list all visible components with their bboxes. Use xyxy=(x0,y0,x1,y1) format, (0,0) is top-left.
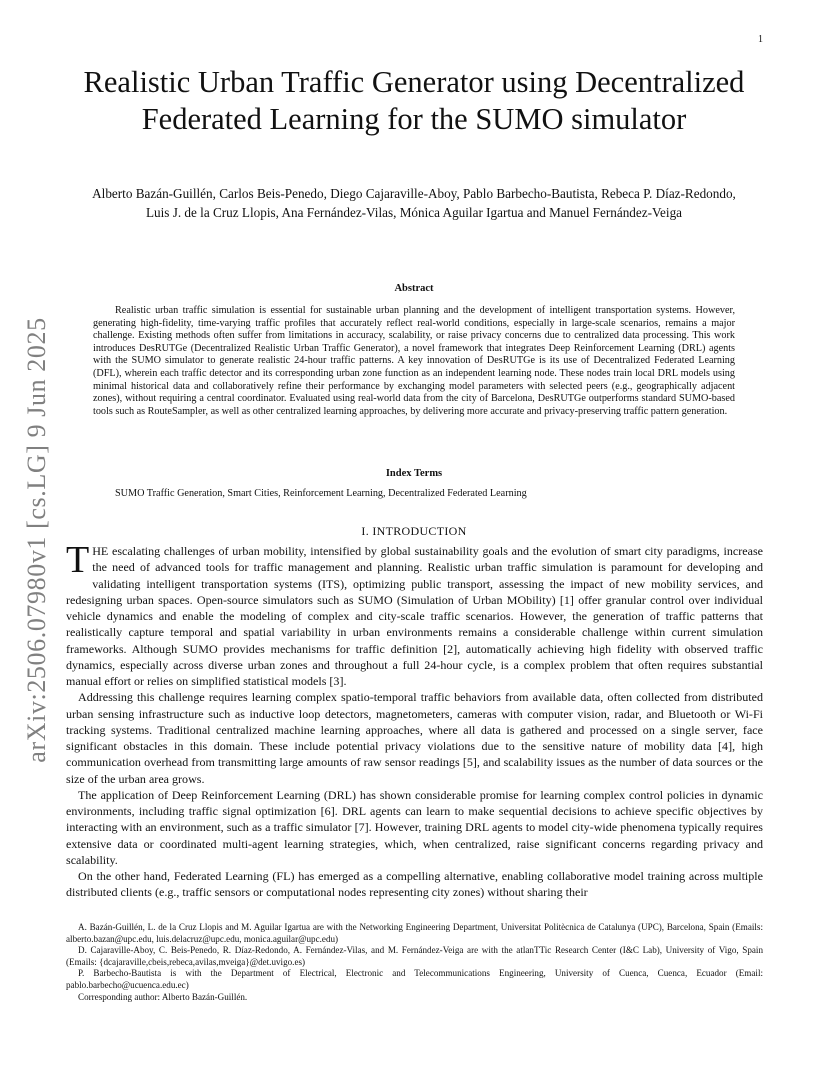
abstract-heading: Abstract xyxy=(394,283,434,294)
section-heading: I. INTRODUCTION xyxy=(361,524,467,538)
drop-cap-letter: T xyxy=(66,539,90,581)
introduction-body xyxy=(66,539,763,901)
index-terms-text: SUMO Traffic Generation, Smart Cities, Reinforcement Learning, Decentralized Federated Learning xyxy=(115,488,527,499)
abstract-text: Realistic urban traffic simulation is essential for sustainable urban planning and the development of intelligent transportation systems. However, generating high-fidelity, time-varying traffic profiles that accurately reflect real-world conditions, especially in large-scale scenarios, remains a major challenge. Existing methods often suffer from limitations in accuracy, scalability, or raise privacy concerns due to centralized data processing. This work introduces DesRUTGe (Decentralized Realistic Urban Traffic Generator), a novel framework that integrates Deep Reinforcement Learning (DRL) agents with the SUMO simulator to generate realistic 24-hour traffic patterns. A key innovation of DesRUTGe is its use of Decentralized Federated Learning (DFL), wherein each traffic detector and its corresponding urban zone function as an independent learning node. These nodes train local DRL models using minimal historical data and collaboratively refine their performance by exchanging model parameters with selected peers (e.g., geographically adjacent zones), without requiring a central coordinator. Evaluated using real-world data from the city of Barcelona, DesRUTGe outperforms standard SUMO-based tools such as RouteSampler, as well as other centralized learning approaches, by delivering more accurate and privacy-preserving traffic pattern generation. xyxy=(93,305,735,417)
footnotes xyxy=(66,922,763,1003)
intro-paragraph: On the other hand, Federated Learning (FL) has emerged as a compelling alternative, enabling collaborative model training across multiple distributed clients (e.g., traffic sensors or computational nodes representing city zones) without sharing their xyxy=(66,869,763,900)
page-number: 1 xyxy=(758,34,763,45)
footnote-affiliation: D. Cajaraville-Aboy, C. Beis-Penedo, R. Díaz-Redondo, A. Fernández-Vilas, and M. Fernández-Veiga are with the atlanTTic Research Center (I&C Lab), University of Vigo, Spain (Emails: {dcajaraville,cbeis,rebeca,avilas,mveiga}@det.uvigo.es) xyxy=(66,945,763,967)
intro-paragraph xyxy=(66,539,763,689)
intro-paragraph-text: HE escalating challenges of urban mobility, intensified by global sustainability goals and the evolution of smart city paradigms, increase the need of advanced tools for traffic management and planning. Realistic urban traffic simulation is paramount for developing and validating intelligent transportation systems (ITS), optimizing public transport, assessing the impact of new mobility services, and redesigning urban spaces. Open-source simulators such as SUMO (Simulation of Urban MObility) [1] offer granular control over individual vehicle dynamics and enable the modeling of complex and city-scale traffic scenarios. However, the generation of traffic patterns that realistically capture temporal and spatial variability in urban environments remains a considerable challenge within current simulation frameworks. Although SUMO provides mechanisms for traffic definition [2], automatically achieving high fidelity with observed traffic dynamics, especially across diverse urban zones and throughout a full 24-hour cycle, is a complex problem that often requires substantial manual effort or relies on simplified statistical models [3]. xyxy=(66,544,763,688)
footnote-corresponding-author: Corresponding author: Alberto Bazán-Guillén. xyxy=(78,991,248,1002)
index-terms-heading: Index Terms xyxy=(385,468,443,479)
intro-paragraph: The application of Deep Reinforcement Learning (DRL) has shown considerable promise for learning complex control policies in dynamic environments, including traffic signal optimization [6]. DRL agents can learn to make sequential decisions to achieve specific objectives by interacting with an environment, such as a traffic simulator [7]. However, training DRL agents to model city-wide phenomena typically requires extensive data or coordinated multi-agent learning strategies, which, when centralized, raise significant concerns regarding privacy and scalability. xyxy=(66,787,763,867)
footnote-affiliation: P. Barbecho-Bautista is with the Department of Electrical, Electronic and Telecommunications Engineering, University of Cuenca, Cuenca, Ecuador (Email: pablo.barbecho@ucuenca.edu.ec) xyxy=(66,968,763,990)
footnote-affiliation: A. Bazán-Guillén, L. de la Cruz Llopis and M. Aguilar Igartua are with the Networking Engineering Department, Universitat Politècnica de Catalunya (UPC), Barcelona, Spain (Emails: alberto.bazan@upc.edu, luis.delacruz@upc.edu, monica.aguilar@upc.edu) xyxy=(66,922,763,944)
arxiv-identifier-stamp[interactable]: arXiv:2506.07980v1 [cs.LG] 9 Jun 2025 xyxy=(22,317,51,763)
author-list: Alberto Bazán-Guillén, Carlos Beis-Penedo, Diego Cajaraville-Aboy, Pablo Barbecho-Bautista, Rebeca P. Díaz-Redondo, Luis J. de la Cruz Llopis, Ana Fernández-Vilas, Mónica Aguilar Igartua and Manuel Fernández-Veiga xyxy=(92,186,736,220)
paper-title: Realistic Urban Traffic Generator using Decentralized Federated Learning for the SUMO simulator xyxy=(83,65,745,136)
intro-paragraph: Addressing this challenge requires learning complex spatio-temporal traffic behaviors from available data, often collected from distributed urban sensing infrastructure such as inductive loop detectors, magnetometers, cameras with computer vision, radar, and Bluetooth or Wi-Fi tracking systems. Traditional centralized machine learning approaches, where all data is gathered and processed on a single server, face significant obstacles in this domain. These include potential privacy violations due to the sensitive nature of mobility data [4], high communication overhead from transmitting large amounts of raw sensor readings [5], and scalability issues as the number of data sources or the size of the urban area grows. xyxy=(66,690,763,786)
